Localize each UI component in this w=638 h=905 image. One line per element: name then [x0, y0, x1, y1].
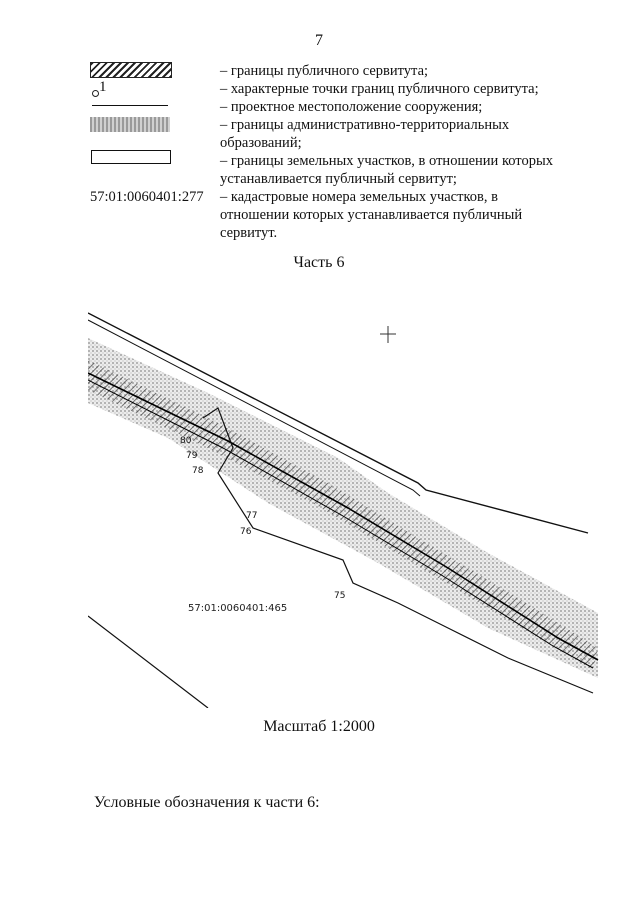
legend-text-1: – границы публичного сервитута; [220, 63, 429, 79]
cadastral-number-label: 57:01:0060401:277 [90, 189, 204, 205]
point-label-75: 75 [334, 591, 346, 601]
section-title: Часть 6 [293, 254, 345, 271]
cadastral-map [88, 298, 608, 708]
gray-dotted-band-icon [90, 117, 170, 132]
point-marker-icon [92, 90, 99, 97]
hatched-band-icon [90, 62, 172, 78]
parcel-label: 57:01:0060401:465 [188, 603, 288, 614]
point-label-78: 78 [192, 466, 204, 476]
legend-text-4: – границы административно-территориальных образований; [220, 117, 510, 151]
solid-line-icon [92, 105, 168, 106]
outlined-rectangle-icon [91, 150, 171, 164]
map-drawing [88, 298, 608, 708]
legend-heading: Условные обозначения к части 6: [94, 794, 320, 811]
point-label-79: 79 [186, 451, 198, 461]
legend-text-6: – кадастровые номера земельных участков, в отношении которых устанавливается публичный сервитут. [220, 189, 523, 241]
legend-text-3: – проектное местоположение сооружения; [220, 99, 483, 115]
lower-boundary-line [88, 616, 208, 708]
scale-label: Масштаб 1:2000 [263, 718, 375, 735]
point-label-77: 77 [246, 511, 258, 521]
page-number: 7 [315, 32, 323, 49]
legend-text-2: – характерные точки границ публичного сервитута; [220, 81, 539, 97]
point-marker-label: 1 [99, 79, 107, 95]
legend-text-5: – границы земельных участков, в отношении которых устанавливается публичный сервитут; [220, 153, 553, 187]
point-label-80: 80 [180, 436, 192, 446]
point-label-76: 76 [240, 527, 252, 537]
